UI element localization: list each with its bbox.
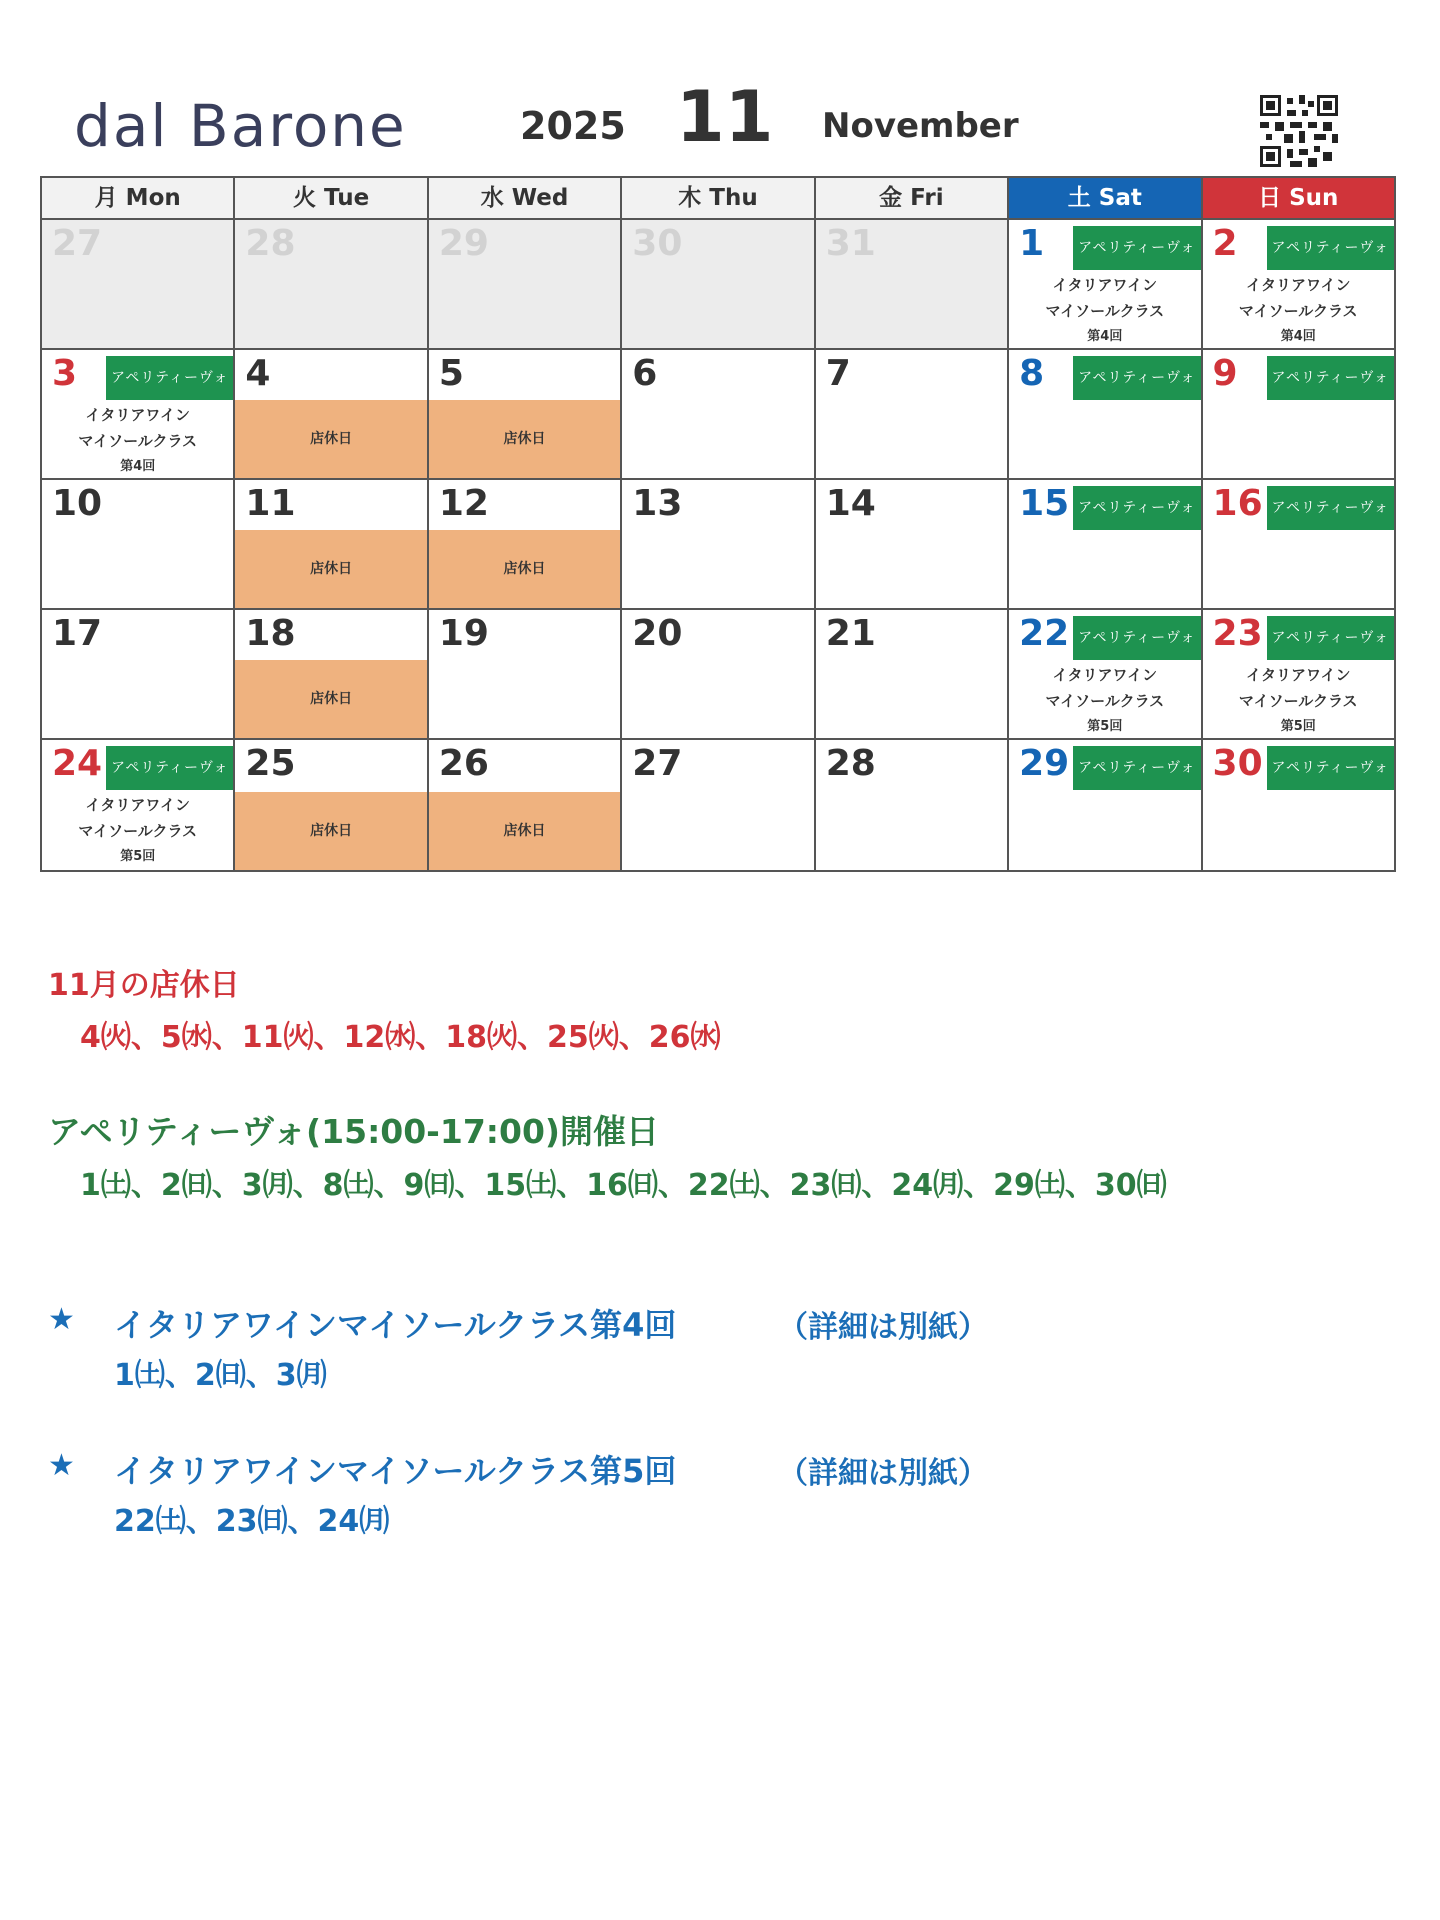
day-number: 14	[825, 483, 876, 524]
day-cell[interactable]	[1009, 220, 1202, 350]
closed-days-title: 11月の店休日	[48, 968, 240, 1003]
day-number: 10	[52, 483, 103, 524]
wine-class-4-note: （詳細は別紙）	[778, 1310, 988, 1345]
wine-class-session: 第5回	[120, 849, 156, 864]
day-number: 5	[438, 353, 464, 394]
calendar-week-row	[42, 610, 1394, 740]
day-cell[interactable]	[816, 740, 1009, 870]
weekday-header-row	[42, 178, 1394, 220]
closed-day-band: 店休日	[429, 792, 620, 870]
day-number: 18	[245, 613, 296, 654]
wine-class-event	[1203, 272, 1394, 350]
aperitivo-badge: アペリティーヴォ	[1267, 486, 1394, 530]
wine-class-line2: マイソールクラス	[1045, 302, 1165, 320]
month-number: 11	[676, 76, 774, 158]
month-calendar-grid	[40, 176, 1396, 872]
day-cell[interactable]	[429, 610, 622, 740]
wine-class-5-dates: 22㈯、23㈰、24㈪	[114, 1504, 390, 1539]
day-cell[interactable]	[235, 220, 428, 350]
weekday-header-sat: 土 Sat	[1009, 178, 1202, 220]
day-cell[interactable]	[622, 350, 815, 480]
aperitivo-badge: アペリティーヴォ	[1073, 486, 1200, 530]
weekday-header-thu: 木 Thu	[622, 178, 815, 220]
wine-class-5-title: イタリアワインマイソールクラス第5回	[114, 1452, 677, 1490]
day-cell[interactable]	[429, 350, 622, 480]
wine-class-5-note: （詳細は別紙）	[778, 1456, 988, 1491]
day-cell[interactable]	[42, 740, 235, 870]
day-number: 30	[632, 223, 683, 264]
day-number: 30	[1212, 743, 1263, 784]
qr-code-icon[interactable]	[1260, 95, 1338, 167]
day-cell[interactable]	[429, 220, 622, 350]
day-cell[interactable]	[622, 610, 815, 740]
day-number: 29	[1019, 743, 1070, 784]
closed-days-list: 4㈫、5㈬、11㈫、12㈬、18㈫、25㈫、26㈬	[80, 1020, 721, 1055]
weekday-header-wed: 水 Wed	[429, 178, 622, 220]
day-cell[interactable]	[622, 740, 815, 870]
calendar-week-row	[42, 350, 1394, 480]
wine-class-4-dates: 1㈯、2㈰、3㈪	[114, 1358, 327, 1393]
wine-class-line2: マイソールクラス	[78, 822, 198, 840]
closed-day-band: 店休日	[429, 400, 620, 478]
day-number: 11	[245, 483, 296, 524]
day-number: 28	[825, 743, 876, 784]
aperitivo-badge: アペリティーヴォ	[1073, 226, 1200, 270]
aperitivo-badge: アペリティーヴォ	[1267, 746, 1394, 790]
month-name: November	[822, 106, 1019, 146]
day-number: 24	[52, 743, 103, 784]
day-cell[interactable]	[816, 220, 1009, 350]
day-cell[interactable]	[42, 480, 235, 610]
wine-class-event	[1009, 272, 1200, 350]
aperitivo-badge: アペリティーヴォ	[1267, 616, 1394, 660]
day-number: 31	[825, 223, 876, 264]
day-cell[interactable]	[622, 480, 815, 610]
wine-class-line1: イタリアワイン	[1245, 276, 1351, 294]
aperitivo-badge: アペリティーヴォ	[1073, 356, 1200, 400]
wine-class-line1: イタリアワイン	[85, 406, 190, 424]
day-number: 19	[438, 613, 489, 654]
day-number: 15	[1019, 483, 1070, 524]
day-number: 8	[1019, 353, 1045, 394]
day-cell[interactable]	[1009, 480, 1202, 610]
closed-day-band: 店休日	[235, 400, 426, 478]
aperitivo-badge: アペリティーヴォ	[1267, 226, 1394, 270]
day-number: 2	[1212, 223, 1238, 264]
day-cell[interactable]	[235, 610, 428, 740]
day-number: 23	[1212, 613, 1263, 654]
day-number: 26	[438, 743, 489, 784]
day-number: 27	[52, 223, 103, 264]
wine-class-event	[1009, 662, 1200, 740]
day-number: 7	[825, 353, 851, 394]
aperitivo-badge: アペリティーヴォ	[1267, 356, 1394, 400]
day-cell[interactable]	[1009, 350, 1202, 480]
closed-day-band: 店休日	[429, 530, 620, 608]
star-icon: ★	[48, 1302, 75, 1337]
day-cell[interactable]	[235, 740, 428, 870]
wine-class-session: 第5回	[1280, 719, 1316, 734]
weekday-header-fri: 金 Fri	[816, 178, 1009, 220]
day-number: 20	[632, 613, 683, 654]
aperitivo-days-list: 1㈯、2㈰、3㈪、8㈯、9㈰、15㈯、16㈰、22㈯、23㈰、24㈪、29㈯、30㈰	[80, 1168, 1167, 1203]
day-number: 1	[1019, 223, 1045, 264]
calendar-week-row	[42, 220, 1394, 350]
day-cell[interactable]	[1009, 740, 1202, 870]
day-cell[interactable]	[1203, 610, 1394, 740]
star-icon: ★	[48, 1448, 75, 1483]
day-number: 9	[1212, 353, 1238, 394]
day-cell[interactable]	[1203, 350, 1394, 480]
day-cell[interactable]	[816, 350, 1009, 480]
day-number: 16	[1212, 483, 1263, 524]
aperitivo-badge: アペリティーヴォ	[106, 746, 233, 790]
year-label: 2025	[520, 104, 626, 148]
wine-class-event	[1203, 662, 1394, 740]
wine-class-event	[42, 402, 233, 480]
weekday-header-sun: 日 Sun	[1203, 178, 1394, 220]
day-number: 28	[245, 223, 296, 264]
wine-class-session: 第4回	[1280, 329, 1316, 344]
day-number: 22	[1019, 613, 1070, 654]
day-cell[interactable]	[42, 610, 235, 740]
day-number: 25	[245, 743, 296, 784]
day-cell[interactable]	[816, 610, 1009, 740]
day-number: 12	[438, 483, 489, 524]
day-cell[interactable]	[1009, 610, 1202, 740]
wine-class-line1: イタリアワイン	[1052, 276, 1158, 294]
wine-class-line2: マイソールクラス	[78, 432, 198, 450]
calendar-weeks	[42, 220, 1394, 870]
closed-day-band: 店休日	[235, 530, 426, 608]
wine-class-event	[42, 792, 233, 870]
day-cell[interactable]	[622, 220, 815, 350]
day-cell[interactable]	[42, 220, 235, 350]
day-cell[interactable]	[1203, 480, 1394, 610]
brand-name: dal Barone	[74, 92, 407, 160]
wine-class-line1: イタリアワイン	[85, 796, 190, 814]
day-number: 17	[52, 613, 103, 654]
day-cell[interactable]	[816, 480, 1009, 610]
wine-class-line2: マイソールクラス	[1238, 692, 1358, 710]
wine-class-line1: イタリアワイン	[1245, 666, 1351, 684]
weekday-header-mon: 月 Mon	[42, 178, 235, 220]
day-number: 13	[632, 483, 683, 524]
aperitivo-badge: アペリティーヴォ	[1073, 616, 1200, 660]
aperitivo-title: アペリティーヴォ(15:00-17:00)開催日	[48, 1112, 660, 1151]
day-number: 29	[438, 223, 489, 264]
weekday-header-tue: 火 Tue	[235, 178, 428, 220]
calendar-week-row	[42, 740, 1394, 870]
wine-class-line2: マイソールクラス	[1045, 692, 1165, 710]
day-cell[interactable]	[42, 350, 235, 480]
wine-class-line2: マイソールクラス	[1238, 302, 1358, 320]
day-cell[interactable]	[429, 480, 622, 610]
calendar-header	[0, 0, 1440, 175]
wine-class-line1: イタリアワイン	[1052, 666, 1158, 684]
day-cell[interactable]	[235, 350, 428, 480]
day-number: 3	[52, 353, 78, 394]
aperitivo-badge: アペリティーヴォ	[106, 356, 233, 400]
wine-class-session: 第4回	[1087, 329, 1123, 344]
wine-class-session: 第5回	[1087, 719, 1123, 734]
day-cell[interactable]	[429, 740, 622, 870]
day-number: 21	[825, 613, 876, 654]
closed-day-band: 店休日	[235, 792, 426, 870]
wine-class-4-title: イタリアワインマイソールクラス第4回	[114, 1306, 677, 1344]
calendar-week-row	[42, 480, 1394, 610]
day-cell[interactable]	[1203, 740, 1394, 870]
aperitivo-badge: アペリティーヴォ	[1073, 746, 1200, 790]
day-number: 6	[632, 353, 658, 394]
day-number: 27	[632, 743, 683, 784]
day-cell[interactable]	[235, 480, 428, 610]
closed-day-band: 店休日	[235, 660, 426, 738]
day-number: 4	[245, 353, 271, 394]
day-cell[interactable]	[1203, 220, 1394, 350]
wine-class-session: 第4回	[120, 459, 156, 474]
